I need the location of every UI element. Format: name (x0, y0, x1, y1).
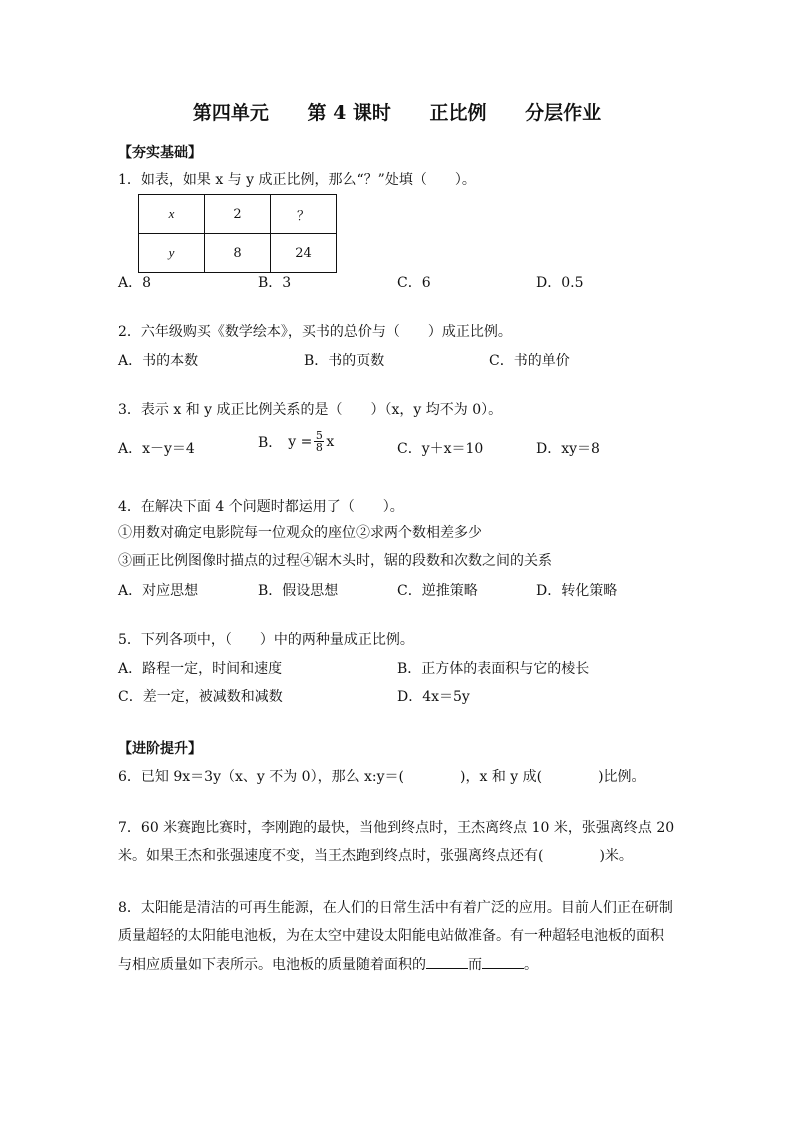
question-3-option-b (258, 430, 334, 453)
title-unit: 第四单元 (192, 102, 269, 124)
table-cell: x (139, 195, 205, 234)
question-1-option-b: B．3 (258, 275, 292, 291)
question-6-text: 6．已知 9x＝3y（x、y 不为 0），那么 x:y＝( )，x 和 y 成( )比例。 (118, 769, 646, 785)
table-cell: 2 (205, 195, 271, 234)
table-cell: ？ (271, 195, 337, 234)
table-cell: 24 (271, 234, 337, 273)
answer-blank-2[interactable] (482, 954, 524, 969)
question-7-line-1: 7．60 米赛跑比赛时，李刚跑的最快，当他到终点时，王杰离终点 10 米，张强离终点 20 (118, 820, 675, 836)
title-kind: 分层作业 (525, 102, 602, 124)
option-b-lhs: y = (288, 433, 313, 450)
question-1-option-a: A．8 (118, 275, 152, 291)
question-4-stem: 4．在解决下面 4 个问题时都运用了（ ）。 (118, 499, 404, 515)
question-2-option-c: C．书的单价 (489, 353, 570, 369)
table-cell: 8 (205, 234, 271, 273)
question-4-line-1: ①用数对确定电影院每一位观众的座位②求两个数相差多少 (118, 525, 482, 541)
page-title (0, 98, 794, 125)
section-basic-heading: 【夯实基础】 (118, 145, 202, 161)
question-2-option-a: A．书的本数 (118, 353, 199, 369)
table-row (139, 234, 337, 273)
fraction-denominator: 8 (315, 441, 323, 454)
line-3-part-b: 而 (468, 957, 482, 973)
fraction-numerator: 5 (315, 429, 323, 442)
question-4-line-2: ③画正比例图像时描点的过程④锯木头时，锯的段数和次数之间的关系 (118, 553, 552, 569)
question-2-stem: 2．六年级购买《数学绘本》，买书的总价与（ ）成正比例。 (118, 324, 512, 340)
fraction (314, 430, 324, 453)
question-3-stem: 3．表示 x 和 y 成正比例关系的是（ ）（x，y 均不为 0）。 (118, 402, 503, 418)
question-8-line-1: 8．太阳能是清洁的可再生能源，在人们的日常生活中有着广泛的应用。目前人们正在研制 (118, 900, 673, 916)
question-5-option-c: C．差一定，被减数和减数 (118, 689, 283, 705)
question-5-option-b: B．正方体的表面积与它的棱长 (397, 661, 590, 677)
table-cell: y (139, 234, 205, 273)
title-topic: 正比例 (429, 102, 487, 124)
question-8-line-2: 质量超轻的太阳能电池板，为在太空中建设太阳能电站做准备。有一种超轻电池板的面积 (118, 928, 664, 944)
question-1-table (138, 194, 337, 273)
question-1-option-c: C．6 (397, 275, 431, 291)
question-1-option-d: D．0.5 (536, 275, 584, 291)
line-3-part-a: 与相应质量如下表所示。电池板的质量随着面积的 (118, 957, 426, 973)
question-8-line-3 (118, 954, 538, 975)
question-3-option-d: D．xy＝8 (536, 441, 600, 457)
question-5-option-a: A．路程一定，时间和速度 (118, 661, 283, 677)
title-lesson: 第 4 课时 (307, 102, 391, 124)
section-advanced-heading: 【进阶提升】 (118, 741, 202, 757)
option-b-var: x (326, 433, 335, 450)
line-3-part-c: 。 (524, 957, 538, 973)
question-5-stem: 5．下列各项中，（ ）中的两种量成正比例。 (118, 632, 414, 648)
question-4-option-b: B．假设思想 (258, 583, 339, 599)
question-2-option-b: B．书的页数 (304, 353, 385, 369)
table-row (139, 195, 337, 234)
question-4-option-d: D．转化策略 (536, 583, 618, 599)
question-4-option-c: C．逆推策略 (397, 583, 478, 599)
question-3-option-c: C．y＋x＝10 (397, 441, 484, 457)
option-b-label: B． (258, 434, 283, 451)
answer-blank-1[interactable] (426, 954, 468, 969)
question-1-stem: 1．如表，如果 x 与 y 成正比例，那么“？”处填（ ）。 (118, 172, 476, 188)
question-7-line-2: 米。如果王杰和张强速度不变，当王杰跑到终点时，张强离终点还有( )米。 (118, 848, 633, 864)
question-4-option-a: A．对应思想 (118, 583, 199, 599)
question-5-option-d: D．4x＝5y (397, 689, 470, 705)
question-3-option-a: A．x－y＝4 (118, 441, 195, 457)
